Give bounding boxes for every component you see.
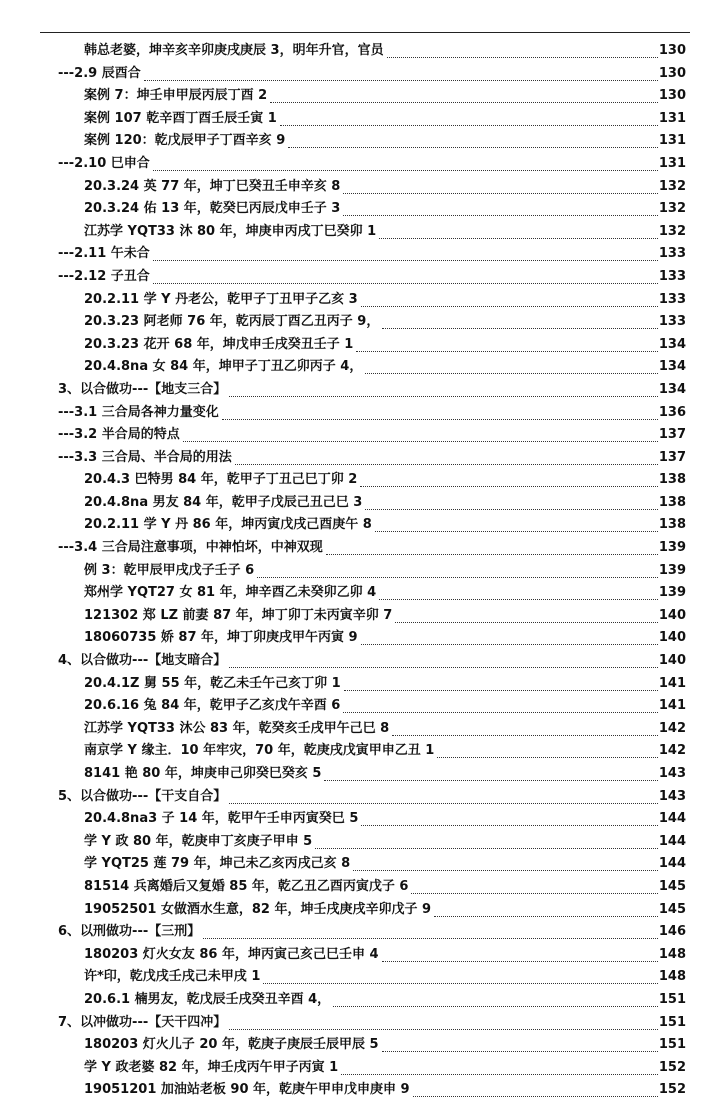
dot-leader <box>361 825 658 826</box>
toc-entry-page-number: 143 <box>658 788 686 804</box>
dot-leader <box>235 464 658 465</box>
toc-entry-page-number: 151 <box>658 1014 686 1030</box>
dot-leader <box>153 170 658 171</box>
toc-entry[interactable] <box>0 876 720 899</box>
toc-entry-page-number: 133 <box>658 314 686 330</box>
toc-entry-page-number: 141 <box>658 675 686 691</box>
dot-leader <box>229 803 658 804</box>
toc-entry-title: 18060735 娇 87 年，坤丁卯庚戌甲午丙寅 9 <box>84 630 358 646</box>
toc-entry-title: 19051201 加油站老板 90 年，乾庚午甲申戊申庚申 9 <box>84 1082 410 1098</box>
dot-leader <box>343 215 658 216</box>
dot-leader <box>326 554 658 555</box>
toc-entry-page-number: 141 <box>658 698 686 714</box>
toc-entry-title: 20.2.11 学 Y 丹 86 年，坤丙寅戊戌己酉庚午 8 <box>84 517 372 533</box>
dot-leader <box>229 1029 658 1030</box>
toc-entry-title: 20.3.23 花开 68 年，坤戊申壬戌癸丑壬子 1 <box>84 336 354 352</box>
toc-entry-title: 南京学 Y 缘主．10 年牢灾，70 年，乾庚戌戊寅甲申乙丑 1 <box>84 743 435 759</box>
dot-leader <box>270 102 658 103</box>
toc-entry[interactable] <box>0 966 720 989</box>
toc-entry-title: ---2.9 辰酉合 <box>58 65 141 81</box>
dot-leader <box>153 260 658 261</box>
dot-leader <box>280 125 658 126</box>
toc-entry-title: 20.4.3 巴特男 84 年，乾甲子丁丑己巳丁卯 2 <box>84 472 358 488</box>
toc-entry-title: 例 3：乾甲辰甲戌戊子壬子 6 <box>84 562 255 578</box>
toc-entry-title: 20.4.8na 女 84 年，坤甲子丁丑乙卯丙子 4， <box>84 359 363 375</box>
toc-entry-page-number: 140 <box>658 653 686 669</box>
toc-entry-page-number: 142 <box>658 720 686 736</box>
toc-entry-title: 180203 灯火儿子 20 年，乾庚子庚辰壬辰甲辰 5 <box>84 1037 379 1053</box>
toc-entry-title: 20.6.16 兔 84 年，乾甲子乙亥戊午辛酉 6 <box>84 698 341 714</box>
toc-entry-page-number: 130 <box>658 43 686 58</box>
toc-entry[interactable] <box>0 605 720 628</box>
toc-entry-title: ---2.10 巳申合 <box>58 155 150 171</box>
toc-entry-page-number: 133 <box>658 291 686 307</box>
dot-leader <box>356 351 658 352</box>
toc-entry-page-number: 152 <box>658 1059 686 1075</box>
toc-entry[interactable] <box>0 334 720 357</box>
dot-leader <box>203 938 658 939</box>
toc-entry-title: 江苏学 YQT33 沐公 83 年，乾癸亥壬戌甲午己巳 8 <box>84 720 390 736</box>
toc-entry-page-number: 136 <box>658 404 686 420</box>
toc-entry-title: 121302 郑 LZ 前妻 87 年，坤丁卯丁未丙寅辛卯 7 <box>84 607 393 623</box>
toc-entry[interactable] <box>0 130 720 153</box>
toc-entry[interactable] <box>0 560 720 583</box>
toc-entry-title: ---3.4 三合局注意事项，中神怕坏，中神双现 <box>58 540 323 556</box>
toc-entry[interactable] <box>0 243 720 266</box>
toc-entry-page-number: 132 <box>658 223 686 239</box>
toc-entry-page-number: 139 <box>658 540 686 556</box>
dot-leader <box>382 961 658 962</box>
toc-entry-title: 5、以合做功---【干支自合】 <box>58 788 227 804</box>
toc-entry[interactable] <box>0 40 720 63</box>
toc-entry-page-number: 138 <box>658 517 686 533</box>
toc-entry-title: 20.4.8na 男友 84 年，乾甲子戊辰己丑己巳 3 <box>84 494 363 510</box>
dot-leader <box>229 667 658 668</box>
dot-leader <box>395 622 658 623</box>
toc-entry-page-number: 134 <box>658 381 686 397</box>
toc-entry[interactable] <box>0 899 720 922</box>
dot-leader <box>392 735 658 736</box>
dot-leader <box>360 486 658 487</box>
toc-entry[interactable] <box>0 1012 720 1035</box>
toc-entry[interactable] <box>0 379 720 402</box>
dot-leader <box>361 306 658 307</box>
toc-entry[interactable] <box>0 1034 720 1057</box>
toc-entry[interactable] <box>0 514 720 537</box>
toc-entry[interactable] <box>0 989 720 1012</box>
toc-entry-page-number: 145 <box>658 901 686 917</box>
dot-leader <box>353 870 658 871</box>
toc-entry-title: 20.6.1 楠男友，乾戊辰壬戌癸丑辛酉 4， <box>84 991 331 1007</box>
toc-entry-title: 4、以合做功---【地支暗合】 <box>58 653 227 669</box>
dot-leader <box>183 441 658 442</box>
table-of-contents <box>0 40 720 1102</box>
toc-entry[interactable] <box>0 198 720 221</box>
toc-entry[interactable] <box>0 447 720 470</box>
toc-entry-title: ---3.3 三合局、半合局的用法 <box>58 449 232 465</box>
toc-entry[interactable] <box>0 808 720 831</box>
toc-entry-page-number: 130 <box>658 65 686 81</box>
toc-entry[interactable] <box>0 537 720 560</box>
toc-entry[interactable] <box>0 221 720 244</box>
toc-entry-page-number: 131 <box>658 155 686 171</box>
toc-entry-page-number: 145 <box>658 878 686 894</box>
toc-entry-page-number: 131 <box>658 110 686 126</box>
toc-entry[interactable] <box>0 85 720 108</box>
toc-entry-title: ---3.1 三合局各神力量变化 <box>58 404 219 420</box>
dot-leader <box>333 1006 658 1007</box>
dot-leader <box>315 848 658 849</box>
toc-entry[interactable] <box>0 153 720 176</box>
toc-entry-title: 案例 7：坤壬申甲辰丙辰丁酉 2 <box>84 88 268 104</box>
toc-entry[interactable] <box>0 650 720 673</box>
dot-leader <box>263 983 658 984</box>
toc-entry[interactable] <box>0 1079 720 1102</box>
toc-entry-page-number: 144 <box>658 856 686 872</box>
toc-entry[interactable] <box>0 492 720 515</box>
dot-leader <box>434 916 658 917</box>
toc-entry-title: 81514 兵离婚后又复婚 85 年，乾乙丑乙酉丙寅戊子 6 <box>84 878 409 894</box>
toc-entry[interactable] <box>0 424 720 447</box>
dot-leader <box>343 193 658 194</box>
toc-entry[interactable] <box>0 673 720 696</box>
dot-leader <box>288 147 658 148</box>
toc-entry-page-number: 139 <box>658 585 686 601</box>
dot-leader <box>344 690 658 691</box>
dot-leader <box>382 328 658 329</box>
dot-leader <box>144 80 658 81</box>
toc-entry-title: 8141 艳 80 年，坤庚申己卯癸巳癸亥 5 <box>84 766 322 781</box>
toc-entry-page-number: 132 <box>658 201 686 217</box>
toc-entry[interactable] <box>0 469 720 492</box>
toc-entry-title: ---2.11 午未合 <box>58 246 150 262</box>
toc-entry-title: 20.2.11 学 Y 丹老公，乾甲子丁丑甲子乙亥 3 <box>84 291 358 307</box>
toc-entry[interactable] <box>0 402 720 425</box>
toc-entry-page-number: 130 <box>658 88 686 104</box>
dot-leader <box>365 373 658 374</box>
toc-entry-page-number: 152 <box>658 1082 686 1098</box>
toc-entry-page-number: 131 <box>658 133 686 149</box>
toc-entry[interactable] <box>0 356 720 379</box>
toc-entry[interactable] <box>0 786 720 809</box>
toc-entry[interactable] <box>0 740 720 763</box>
toc-entry-page-number: 138 <box>658 494 686 510</box>
toc-entry[interactable] <box>0 921 720 944</box>
toc-entry[interactable] <box>0 1057 720 1080</box>
toc-entry-title: 学 Y 政 80 年，乾庚申丁亥庚子甲申 5 <box>84 833 313 849</box>
toc-entry-page-number: 142 <box>658 743 686 759</box>
toc-entry[interactable] <box>0 108 720 131</box>
dot-leader <box>257 577 658 578</box>
toc-entry[interactable] <box>0 944 720 967</box>
toc-entry-page-number: 148 <box>658 969 686 985</box>
toc-entry-page-number: 143 <box>658 766 686 781</box>
dot-leader <box>361 644 658 645</box>
toc-entry-title: 江苏学 YQT33 沐 80 年，坤庚申丙戌丁巳癸卯 1 <box>84 223 377 239</box>
toc-entry-page-number: 133 <box>658 268 686 284</box>
toc-entry-title: 学 YQT25 莲 79 年，坤己未乙亥丙戌己亥 8 <box>84 856 351 872</box>
toc-entry-page-number: 138 <box>658 472 686 488</box>
toc-entry[interactable] <box>0 289 720 312</box>
dot-leader <box>222 419 658 420</box>
dot-leader <box>153 283 658 284</box>
header-rule <box>40 32 690 33</box>
toc-entry-page-number: 151 <box>658 1037 686 1053</box>
dot-leader <box>382 1051 658 1052</box>
toc-entry-page-number: 140 <box>658 607 686 623</box>
dot-leader <box>379 238 658 239</box>
toc-entry-page-number: 137 <box>658 449 686 465</box>
dot-leader <box>365 509 658 510</box>
toc-entry[interactable] <box>0 718 720 741</box>
toc-entry[interactable] <box>0 695 720 718</box>
toc-entry-title: 许*印，乾戊戌壬戌己未甲戌 1 <box>84 969 261 985</box>
toc-entry-title: 20.3.23 阿老师 76 年，乾丙辰丁酉乙丑丙子 9， <box>84 314 380 330</box>
toc-entry[interactable] <box>0 311 720 334</box>
toc-entry[interactable] <box>0 582 720 605</box>
toc-entry-page-number: 144 <box>658 811 686 827</box>
toc-entry-title: 案例 120：乾戊辰甲子丁酉辛亥 9 <box>84 133 286 149</box>
dot-leader <box>379 599 658 600</box>
dot-leader <box>343 712 658 713</box>
toc-entry-page-number: 134 <box>658 359 686 375</box>
toc-entry-title: 3、以合做功---【地支三合】 <box>58 381 227 397</box>
toc-entry-page-number: 133 <box>658 246 686 262</box>
toc-entry-page-number: 144 <box>658 833 686 849</box>
toc-entry[interactable] <box>0 63 720 86</box>
toc-entry-page-number: 137 <box>658 427 686 443</box>
toc-entry-title: 20.4.1Z 舅 55 年，乾乙未壬午己亥丁卯 1 <box>84 675 341 691</box>
dot-leader <box>413 1096 658 1097</box>
toc-entry[interactable] <box>0 176 720 199</box>
dot-leader <box>375 531 658 532</box>
dot-leader <box>229 396 658 397</box>
toc-entry-title: ---3.2 半合局的特点 <box>58 427 180 443</box>
toc-entry-page-number: 139 <box>658 562 686 578</box>
toc-entry-title: 7、以冲做功---【天干四冲】 <box>58 1014 227 1030</box>
toc-entry-title: 20.3.24 英 77 年，坤丁巳癸丑壬申辛亥 8 <box>84 178 341 194</box>
toc-entry-page-number: 146 <box>658 924 686 940</box>
dot-leader <box>437 757 658 758</box>
toc-entry[interactable] <box>0 266 720 289</box>
toc-entry-page-number: 148 <box>658 946 686 962</box>
toc-entry-page-number: 132 <box>658 178 686 194</box>
dot-leader <box>387 57 658 58</box>
toc-entry[interactable] <box>0 831 720 854</box>
toc-entry-title: 180203 灯火女友 86 年，坤丙寅己亥己巳壬申 4 <box>84 946 379 962</box>
toc-entry-page-number: 140 <box>658 630 686 646</box>
toc-entry[interactable] <box>0 853 720 876</box>
toc-entry-title: 郑州学 YQT27 女 81 年，坤辛酉乙未癸卯乙卯 4 <box>84 585 377 601</box>
toc-entry-title: ---2.12 子丑合 <box>58 268 150 284</box>
toc-entry-title: 案例 107 乾辛酉丁酉壬辰壬寅 1 <box>84 110 277 126</box>
toc-entry-title: 韩总老婆，坤辛亥辛卯庚戌庚辰 3，明年升官，官员 <box>84 43 384 58</box>
toc-entry[interactable] <box>0 763 720 786</box>
dot-leader <box>324 780 658 781</box>
toc-entry-page-number: 151 <box>658 991 686 1007</box>
dot-leader <box>341 1074 658 1075</box>
toc-entry-title: 20.3.24 佑 13 年，乾癸巳丙辰戊申壬子 3 <box>84 201 341 217</box>
toc-entry-page-number: 134 <box>658 336 686 352</box>
toc-entry-title: 20.4.8na3 子 14 年，乾甲午壬申丙寅癸巳 5 <box>84 811 359 827</box>
toc-entry-title: 6、以刑做功---【三刑】 <box>58 924 201 940</box>
dot-leader <box>411 893 658 894</box>
toc-entry-title: 学 Y 政老婆 82 年，坤壬戌丙午甲子丙寅 1 <box>84 1059 339 1075</box>
toc-entry[interactable] <box>0 627 720 650</box>
toc-entry-title: 19052501 女做酒水生意，82 年，坤壬戌庚戌辛卯戊子 9 <box>84 901 432 917</box>
